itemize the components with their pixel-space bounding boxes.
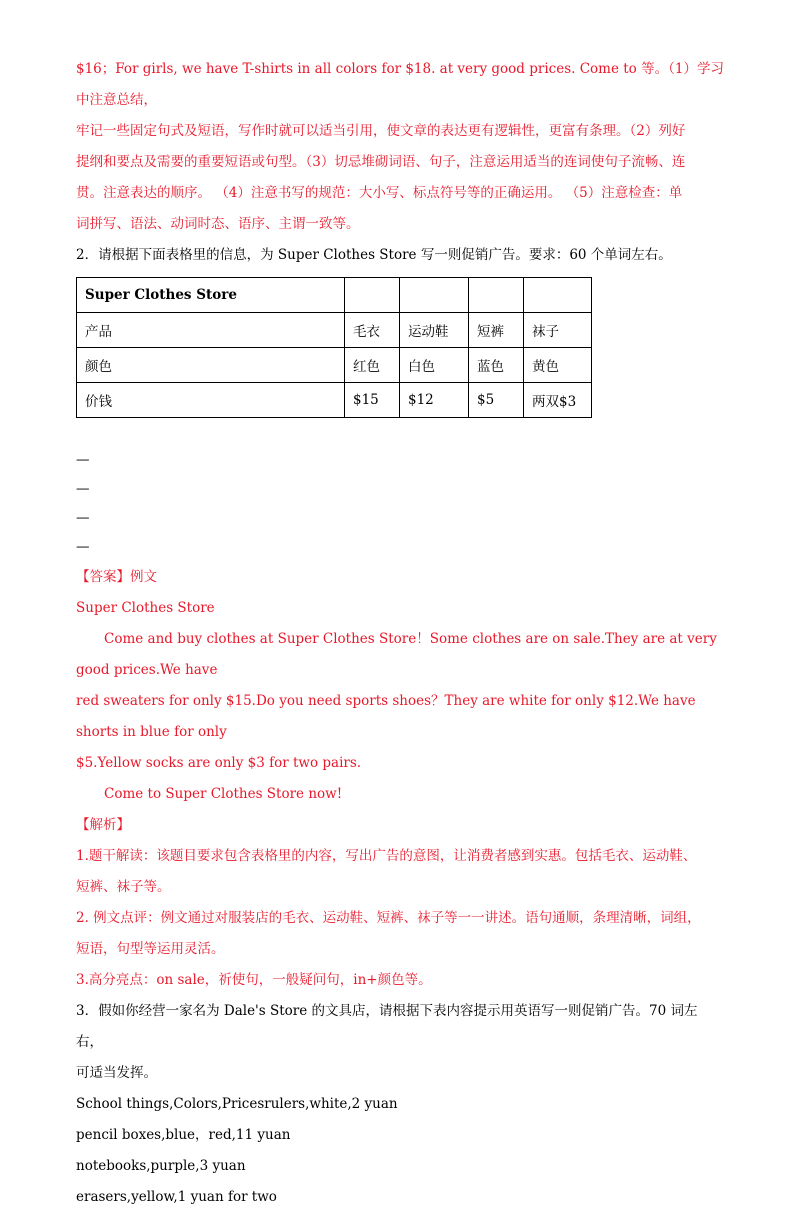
essay-line: red sweaters for only $15.Do you need sports shoes？They are white for only $12.We have shorts in blue for only [76, 693, 696, 740]
analysis-line: 1.题干解读：该题目要求包含表格里的内容，写出广告的意图，让消费者感到实惠。包括毛衣、运动鞋、 [76, 848, 697, 864]
intro-line: 贯。注意表达的顺序。 （4）注意书写的规范：大小写、标点符号等的正确运用。 （5）注意检查：单 [76, 185, 683, 201]
question-3-prompt: 可适当发挥。 [76, 1065, 157, 1081]
table-cell [469, 278, 524, 313]
table-header-row [77, 278, 592, 313]
table-cell: $12 [400, 383, 469, 418]
spacer [76, 418, 724, 446]
table-cell: 红色 [345, 348, 400, 383]
answer-blank-line: — [76, 481, 90, 497]
answer-blank-line: — [76, 510, 90, 526]
intro-line: $16；For girls, we have T-shirts in all colors for $18. at very good prices. Come to 等。（1）学习中注意总结， [76, 61, 724, 108]
table-row [77, 348, 592, 383]
document-page [76, 54, 724, 1213]
table-cell: 袜子 [524, 313, 592, 348]
item-line: School things,Colors,Pricesrulers,white,2 yuan [76, 1096, 398, 1112]
table-cell: $15 [345, 383, 400, 418]
store-info-table [76, 277, 592, 418]
intro-line: 提纲和要点及需要的重要短语或句型。（3）切忌堆砌词语、句子，注意运用适当的连词使句子流畅、连 [76, 154, 686, 170]
answer-blank-line: — [76, 452, 90, 468]
analysis-tag: 【解析】 [76, 817, 130, 833]
question-2-prompt: 2．请根据下面表格里的信息，为 Super Clothes Store 写一则促销广告。要求：60 个单词左右。 [76, 247, 672, 263]
question-3 [76, 996, 724, 1213]
essay-line: Come and buy clothes at Super Clothes Store！Some clothes are on sale.They are at very good prices.We have [76, 631, 717, 678]
table-cell: 毛衣 [345, 313, 400, 348]
table-cell: 运动鞋 [400, 313, 469, 348]
item-line: pencil boxes,blue，red,11 yuan [76, 1127, 291, 1143]
table-row [77, 313, 592, 348]
table-cell: 黄色 [524, 348, 592, 383]
table-cell: 短裤 [469, 313, 524, 348]
table-cell: 颜色 [77, 348, 345, 383]
table-cell [345, 278, 400, 313]
table-cell: 蓝色 [469, 348, 524, 383]
table-cell [524, 278, 592, 313]
analysis-line: 短语，句型等运用灵活。 [76, 941, 225, 957]
table-row [77, 383, 592, 418]
table-title-cell: Super Clothes Store [77, 278, 345, 313]
intro-block [76, 54, 724, 240]
essay-closing: Come to Super Clothes Store now! [104, 786, 343, 802]
item-line: erasers,yellow,1 yuan for two [76, 1189, 277, 1205]
intro-line: 词拼写、语法、动词时态、语序、主谓一致等。 [76, 216, 360, 232]
answer-blanks [76, 446, 724, 562]
analysis-line: 短裤、袜子等。 [76, 879, 171, 895]
essay-title: Super Clothes Store [76, 600, 215, 616]
analysis-line: 3.高分亮点：on sale，祈使句，一般疑问句，in+颜色等。 [76, 972, 432, 988]
table-cell: 价钱 [77, 383, 345, 418]
table-cell: $5 [469, 383, 524, 418]
table-cell [400, 278, 469, 313]
table-cell: 产品 [77, 313, 345, 348]
table-cell: 两双$3 [524, 383, 592, 418]
intro-line: 牢记一些固定句式及短语，写作时就可以适当引用，使文章的表达更有逻辑性，更富有条理。（2）列好 [76, 123, 686, 139]
answer-section [76, 562, 724, 810]
essay-line: $5.Yellow socks are only $3 for two pairs. [76, 755, 362, 771]
analysis-section [76, 810, 724, 996]
analysis-line: 2. 例文点评：例文通过对服装店的毛衣、运动鞋、短裤、袜子等一一讲述。语句通顺，条理清晰，词组， [76, 910, 701, 926]
question-3-prompt: 3．假如你经营一家名为 Dale's Store 的文具店，请根据下表内容提示用英语写一则促销广告。70 词左右， [76, 1003, 698, 1050]
table-cell: 白色 [400, 348, 469, 383]
item-line: notebooks,purple,3 yuan [76, 1158, 246, 1174]
answer-blank-line: — [76, 539, 90, 555]
answer-tag: 【答案】例文 [76, 569, 157, 585]
